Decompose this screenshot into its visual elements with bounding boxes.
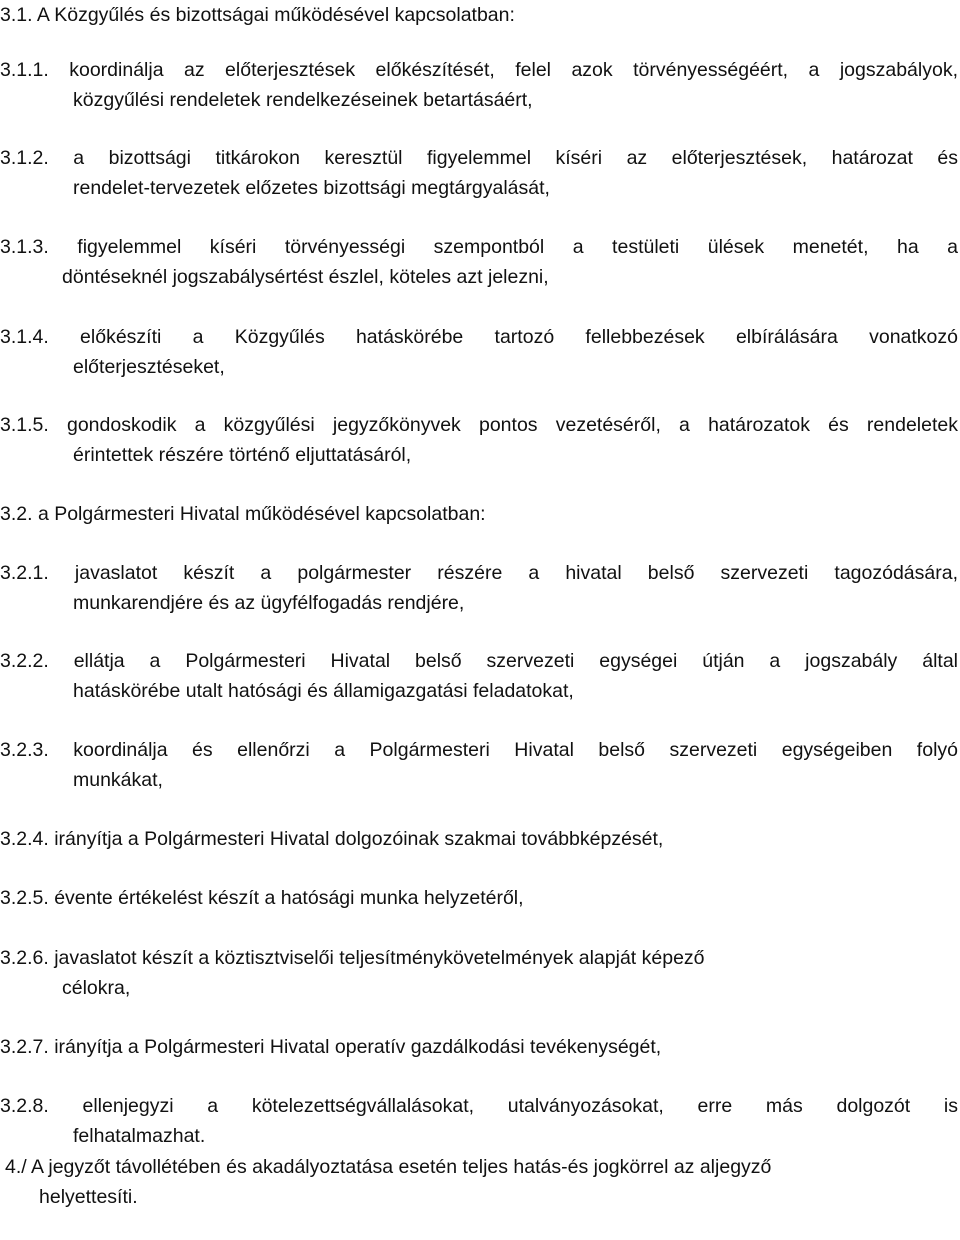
section-heading-3-1 <box>0 0 958 30</box>
item-text: 3.2. a Polgármesteri Hivatal működésével kapcsolatban: <box>0 503 486 525</box>
section-heading-3-2 <box>0 499 958 529</box>
item-text: 3.2.2. ellátja a Polgármesteri Hivatal belső szervezeti egységei útján a jogszabály által <box>0 650 958 672</box>
item-text: 3.2.1. javaslatot készít a polgármester részére a hivatal belső szervezeti tagozódására, <box>0 562 958 584</box>
item-text: 4./ A jegyzőt távollétében és akadályoztatása esetén teljes hatás-és jogkörrel az aljegyző <box>5 1156 772 1178</box>
list-item-3-1-4 <box>0 322 958 382</box>
list-item-3-2-5 <box>0 883 958 913</box>
item-continuation: helyettesíti. <box>39 1186 138 1208</box>
list-item-3-1-1 <box>0 55 958 115</box>
list-item-3-1-2 <box>0 143 958 203</box>
item-text: 3.1.3. figyelemmel kíséri törvényességi szempontból a testületi ülések menetét, ha a <box>0 236 958 258</box>
item-text: 3.2.7. irányítja a Polgármesteri Hivatal operatív gazdálkodási tevékenységét, <box>0 1036 662 1058</box>
item-text: 3.2.8. ellenjegyzi a kötelezettségvállalásokat, utalványozásokat, erre más dolgozót is <box>0 1095 958 1117</box>
item-continuation: célokra, <box>62 977 131 999</box>
item-continuation: érintettek részére történő eljuttatásáról, <box>73 444 412 466</box>
list-item-3-2-1 <box>0 558 958 618</box>
list-item-3-2-2 <box>0 646 958 706</box>
item-continuation: felhatalmazhat. <box>73 1125 206 1147</box>
list-item-3-2-4 <box>0 824 958 854</box>
list-item-3-2-6 <box>0 943 958 1003</box>
item-text: 3.1. A Közgyűlés és bizottságai működésével kapcsolatban: <box>0 4 515 26</box>
item-text: 3.1.4. előkészíti a Közgyűlés hatáskörébe tartozó fellebbezések elbírálására vonatkozó <box>0 326 958 348</box>
item-text: 3.2.5. évente értékelést készít a hatósági munka helyzetéről, <box>0 887 524 909</box>
item-continuation: rendelet-tervezetek előzetes bizottsági megtárgyalását, <box>73 177 550 199</box>
list-item-3-2-8 <box>0 1091 958 1151</box>
list-item-3-1-5 <box>0 410 958 470</box>
item-text: 3.1.1. koordinálja az előterjesztések előkészítését, felel azok törvényességéért, a jogszabályok, <box>0 59 958 81</box>
list-item-4 <box>5 1152 885 1212</box>
item-continuation: munkarendjére és az ügyfélfogadás rendjére, <box>73 592 465 614</box>
list-item-3-1-3 <box>0 232 958 292</box>
list-item-3-2-7 <box>0 1032 958 1062</box>
list-item-3-2-3 <box>0 735 958 795</box>
item-text: 3.2.3. koordinálja és ellenőrzi a Polgármesteri Hivatal belső szervezeti egységeiben folyó <box>0 739 958 761</box>
item-continuation: döntéseknél jogszabálysértést észlel, köteles azt jelezni, <box>62 266 549 288</box>
item-text: 3.2.6. javaslatot készít a köztisztviselői teljesítménykövetelmények alapját képező <box>0 947 705 969</box>
item-text: 3.1.2. a bizottsági titkárokon keresztül figyelemmel kíséri az előterjesztések, határozat és <box>0 147 958 169</box>
item-text: 3.2.4. irányítja a Polgármesteri Hivatal dolgozóinak szakmai továbbképzését, <box>0 828 664 850</box>
item-continuation: munkákat, <box>73 769 163 791</box>
item-continuation: hatáskörébe utalt hatósági és államigazgatási feladatokat, <box>73 680 574 702</box>
item-continuation: előterjesztéseket, <box>73 356 225 378</box>
item-continuation: közgyűlési rendeletek rendelkezéseinek betartásáért, <box>73 89 533 111</box>
item-text: 3.1.5. gondoskodik a közgyűlési jegyzőkönyvek pontos vezetéséről, a határozatok és rendeletek <box>0 414 958 436</box>
